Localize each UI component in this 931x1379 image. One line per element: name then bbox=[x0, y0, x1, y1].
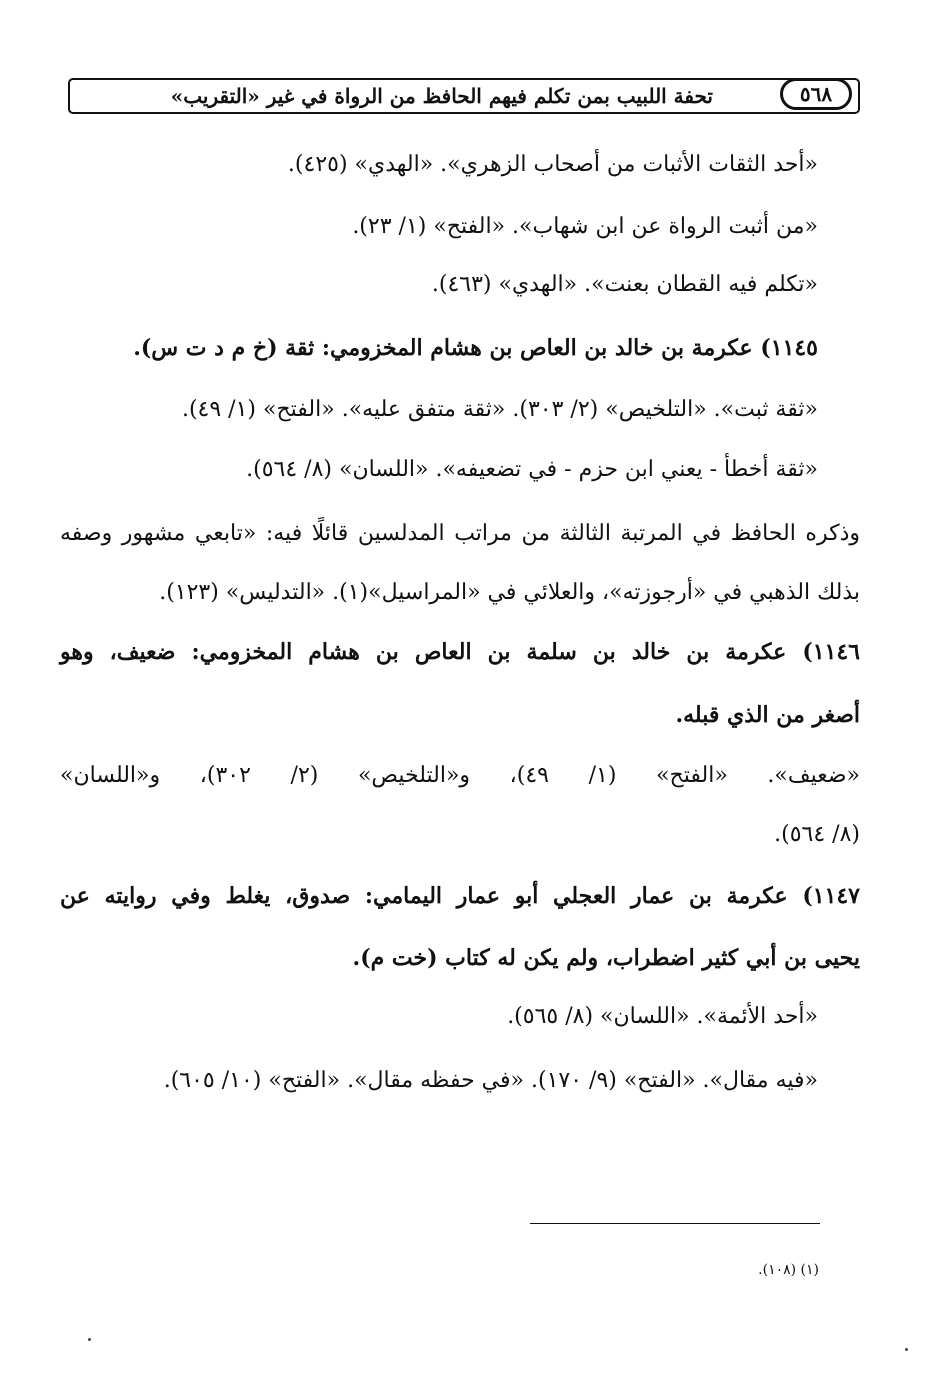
entry-heading-1146: ١١٤٦) عكرمة بن خالد بن سلمة بن العاص بن هشام المخزومي: ضعيف، وهو bbox=[60, 639, 860, 665]
entry-heading-1145: ١١٤٥) عكرمة بن خالد بن العاص بن هشام المخزومي: ثقة (خ م د ت س). bbox=[133, 335, 818, 361]
scan-speck bbox=[905, 1348, 908, 1351]
quote-line: «أحد الأئمة». «اللسان» (٨/ ٥٦٥). bbox=[507, 1004, 818, 1029]
page-number: ٥٦٨ bbox=[780, 78, 852, 110]
running-header bbox=[68, 78, 860, 114]
entry-heading-1147: ١١٤٧) عكرمة بن عمار العجلي أبو عمار اليمامي: صدوق، يغلط وفي روايته عن bbox=[60, 883, 860, 909]
entry-heading-1147-cont: يحيى بن أبي كثير اضطراب، ولم يكن له كتاب (خت م). bbox=[352, 945, 860, 971]
scan-speck bbox=[88, 1338, 91, 1341]
footnote-1: (١) (١٠٨). bbox=[758, 1262, 819, 1278]
quote-line: «ثقة أخطأ - يعني ابن حزم - في تضعيفه». «اللسان» (٨/ ٥٦٤). bbox=[246, 457, 818, 482]
book-title: تحفة اللبيب بمن تكلم فيهم الحافظ من الرواة في غير «التقريب» bbox=[170, 84, 713, 108]
quote-line: «ثقة ثبت». «التلخيص» (٢/ ٣٠٣). «ثقة متفق عليه». «الفتح» (١/ ٤٩). bbox=[181, 397, 818, 422]
quote-line: «فيه مقال». «الفتح» (٩/ ١٧٠). «في حفظه مقال». «الفتح» (١٠/ ٦٠٥). bbox=[163, 1068, 818, 1093]
quote-line: «تكلم فيه القطان بعنت». «الهدي» (٤٦٣). bbox=[431, 272, 818, 297]
quote-line: (٨/ ٥٦٤). bbox=[774, 822, 860, 847]
footnote-separator bbox=[530, 1223, 820, 1224]
quote-line: «من أثبت الرواة عن ابن شهاب». «الفتح» (١/ ٢٣). bbox=[352, 214, 818, 239]
quote-line: «أحد الثقات الأثبات من أصحاب الزهري». «الهدي» (٤٢٥). bbox=[287, 152, 818, 177]
quote-line: «ضعيف». «الفتح» (١/ ٤٩)، و«التلخيص» (٢/ ٣٠٢)، و«اللسان» bbox=[60, 763, 861, 788]
entry-heading-1146-cont: أصغر من الذي قبله. bbox=[675, 702, 860, 728]
paragraph-line: وذكره الحافظ في المرتبة الثالثة من مراتب المدلسين قائلًا فيه: «تابعي مشهور وصفه bbox=[60, 521, 860, 546]
paragraph-line: بذلك الذهبي في «أرجوزته»، والعلائي في «المراسيل»(١). «التدليس» (١٢٣). bbox=[159, 580, 860, 605]
